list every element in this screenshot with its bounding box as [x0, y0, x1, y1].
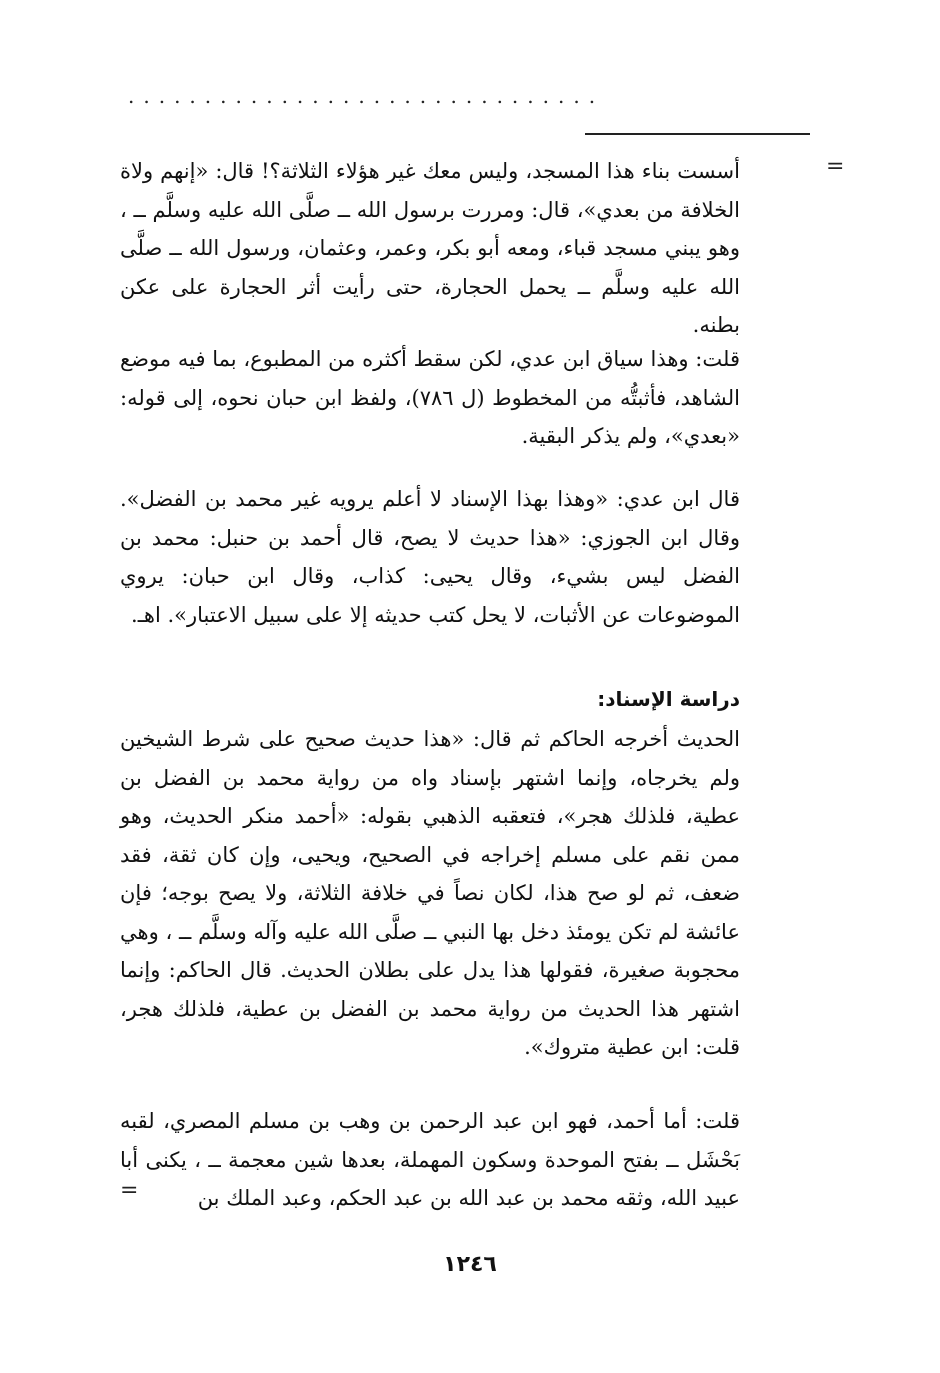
paragraph-hakim-takhrij: الحديث أخرجه الحاكم ثم قال: «هذا حديث صحيح على شرط الشيخين ولم يخرجاه، وإنما اشتهر بإسناد واه من رواية محمد بن الفضل بن عطية، فلذلك هجر»، فتعقبه الذهبي بقوله: «أحمد منكر الحديث، وهو ممن نقم على مسلم إخراجه في الصحيح، ويحيى، وإن كان ثقة، فقد ضعف، ثم لو صح هذا، لكان نصاً في خلافة الثلاثة، ولا يصح بوجه؛ فإن عائشة لم تكن يومئذ دخل بها النبي ــ صلَّى الله عليه وآله وسلَّم ــ ، وهي محجوبة صغيرة، فقولها هذا يدل على بطلان الحديث. قال الحاكم: وإنما اشتهر هذا الحديث من رواية محمد بن الفضل بن عطية، فلذلك هجر، قلت: ابن عطية متروك».	[120, 727, 740, 1059]
continuation-mark-top: =	[826, 154, 845, 179]
paragraph-comment-ibn-adi: قلت: وهذا سياق ابن عدي، لكن سقط أكثره من المطبوع، بما فيه موضع الشاهد، فأثبتُّه من المخطوط (ل ٧٨٦)، ولفظ ابن حبان نحوه، إلى قوله: «بعدي»، ولم يذكر البقية.	[120, 347, 740, 448]
paragraph-ibn-adi-quote: قال ابن عدي: «وهذا بهذا الإسناد لا أعلم يرويه غير محمد بن الفضل». وقال ابن الجوزي: «هذا حديث لا يصح، قال أحمد بن حنبل: محمد بن الفضل ليس بشيء، وقال يحيى: كذاب، وقال ابن حبان: يروي الموضوعات عن الأثبات، لا يحل كتب حديثه إلا على سبيل الاعتبار». اهـ.	[120, 487, 740, 627]
header-dot-rule: ...............................	[128, 84, 605, 108]
continuation-mark-bottom: =	[120, 1178, 139, 1203]
paragraph-narrator-ahmad: قلت: أما أحمد، فهو ابن عبد الرحمن بن وهب بن مسلم المصري، لقبه بَحْشَل ــ بفتح الموحدة وسكون المهملة، بعدها شين معجمة ــ ، يكنى أبا عبيد الله، وثقه محمد بن عبد الله بن عبد الحكم، وعبد الملك بن	[120, 1109, 740, 1210]
footnote-separator	[585, 133, 810, 135]
paragraph-hadith-text: أسست بناء هذا المسجد، وليس معك غير هؤلاء الثلاثة؟! قال: «إنهم ولاة الخلافة من بعدي»، قال: ومررت برسول الله ــ صلَّى الله عليه وسلَّم ــ ، وهو يبني مسجد قباء، ومعه أبو بكر، وعمر، وعثمان، ورسول الله ــ صلَّى الله عليه وسلَّم ــ يحمل الحجارة، حتى رأيت أثر الحجارة على عكن بطنه.	[120, 159, 740, 337]
page-number: ١٢٤٦	[443, 1252, 497, 1277]
section-heading-isnad-study: دراسة الإسناد:	[597, 687, 740, 711]
